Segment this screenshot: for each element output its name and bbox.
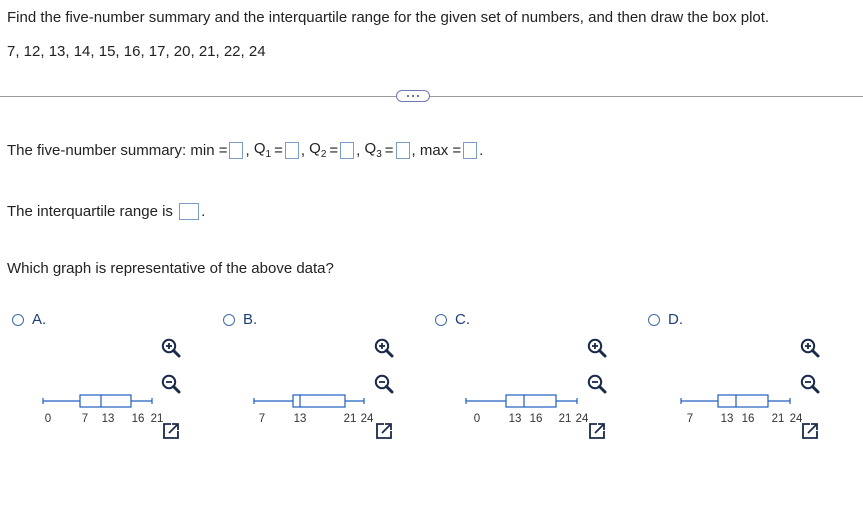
q3-equals: = bbox=[384, 141, 394, 159]
tick-d-21: 21 bbox=[771, 413, 785, 425]
q3-label: $Q_3$ bbox=[364, 140, 382, 160]
option-b-zoom-out-icon[interactable] bbox=[373, 373, 395, 395]
boxplots-area bbox=[0, 380, 863, 430]
five-number-label: The five-number summary: min = bbox=[7, 141, 228, 159]
option-c-popout-icon[interactable] bbox=[586, 420, 608, 442]
option-d-popout-icon[interactable] bbox=[799, 420, 821, 442]
more-options-button[interactable] bbox=[396, 90, 430, 102]
iqr-input[interactable] bbox=[179, 203, 199, 220]
iqr-label: The interquartile range is bbox=[7, 203, 173, 220]
q1-separator: , bbox=[245, 141, 250, 159]
five-number-end: . bbox=[479, 141, 484, 159]
tick-a-0: 0 bbox=[44, 413, 52, 425]
five-number-summary-row bbox=[7, 140, 483, 160]
boxplot-c bbox=[466, 395, 577, 407]
q2-input[interactable] bbox=[340, 142, 354, 159]
tick-d-13: 13 bbox=[720, 413, 734, 425]
option-d-zoom-out-icon[interactable] bbox=[799, 373, 821, 395]
tick-a-13: 13 bbox=[101, 413, 115, 425]
option-a[interactable] bbox=[12, 311, 46, 328]
q1-equals: = bbox=[274, 141, 283, 159]
tick-c-0: 0 bbox=[473, 413, 481, 425]
option-d-letter: D. bbox=[668, 311, 683, 328]
q2-label: $Q_2$ bbox=[309, 140, 327, 160]
q2-equals: = bbox=[329, 141, 339, 159]
which-graph-question: Which graph is representative of the above data? bbox=[7, 260, 334, 277]
option-c-radio[interactable] bbox=[435, 314, 447, 326]
tick-a-16: 16 bbox=[131, 413, 145, 425]
option-a-radio[interactable] bbox=[12, 314, 24, 326]
option-c[interactable] bbox=[435, 311, 470, 328]
max-label: max = bbox=[419, 141, 462, 159]
max-input[interactable] bbox=[463, 142, 477, 159]
option-b-radio[interactable] bbox=[223, 314, 235, 326]
tick-a-7: 7 bbox=[81, 413, 89, 425]
tick-b-13: 13 bbox=[293, 413, 307, 425]
boxplot-d-ticks bbox=[687, 413, 803, 425]
boxplot-d bbox=[681, 395, 790, 407]
boxplot-c-ticks bbox=[474, 413, 589, 425]
option-b-zoom-in-icon[interactable] bbox=[373, 337, 395, 359]
boxplot-a-box bbox=[80, 395, 131, 407]
boxplot-d-box bbox=[718, 395, 768, 407]
iqr-row bbox=[7, 203, 205, 220]
q1-label: $Q_1$ bbox=[253, 140, 272, 160]
tick-a-21: 21 bbox=[150, 413, 164, 425]
tick-c-13: 13 bbox=[508, 413, 522, 425]
min-input[interactable] bbox=[229, 142, 243, 159]
tick-b-21: 21 bbox=[343, 413, 357, 425]
boxplot-c-box bbox=[506, 395, 556, 407]
option-a-letter: A. bbox=[32, 311, 47, 328]
option-c-letter: C. bbox=[455, 311, 470, 328]
q2-separator: , bbox=[300, 141, 305, 159]
q1-input[interactable] bbox=[285, 142, 299, 159]
question-prompt: Find the five-number summary and the interquartile range for the given set of numbers, and then draw the box plot. bbox=[7, 9, 770, 26]
tick-b-24: 24 bbox=[360, 413, 374, 425]
tick-c-16: 16 bbox=[529, 413, 543, 425]
option-d-radio[interactable] bbox=[648, 314, 660, 326]
boxplot-b-ticks bbox=[259, 413, 374, 425]
option-b[interactable] bbox=[223, 311, 257, 328]
tick-c-21: 21 bbox=[558, 413, 572, 425]
divider bbox=[0, 96, 863, 97]
option-b-letter: B. bbox=[243, 311, 258, 328]
option-c-zoom-in-icon[interactable] bbox=[586, 337, 608, 359]
tick-b-7: 7 bbox=[258, 413, 266, 425]
option-a-zoom-in-icon[interactable] bbox=[160, 337, 182, 359]
boxplot-a-ticks bbox=[45, 413, 164, 425]
tick-d-16: 16 bbox=[741, 413, 755, 425]
tick-c-24: 24 bbox=[575, 413, 589, 425]
q3-input[interactable] bbox=[396, 142, 410, 159]
option-a-popout-icon[interactable] bbox=[160, 420, 182, 442]
option-c-zoom-out-icon[interactable] bbox=[586, 373, 608, 395]
q3-separator: , bbox=[356, 141, 361, 159]
option-a-zoom-out-icon[interactable] bbox=[160, 373, 182, 395]
boxplot-b bbox=[254, 395, 364, 407]
iqr-end: . bbox=[201, 203, 206, 220]
dataset: 7, 12, 13, 14, 15, 16, 17, 20, 21, 22, 24 bbox=[7, 43, 266, 60]
max-separator: , bbox=[411, 141, 416, 159]
option-d[interactable] bbox=[648, 311, 683, 328]
boxplot-a bbox=[43, 395, 152, 407]
option-d-zoom-in-icon[interactable] bbox=[799, 337, 821, 359]
boxplot-b-box bbox=[293, 395, 345, 407]
tick-d-24: 24 bbox=[789, 413, 803, 425]
tick-d-7: 7 bbox=[686, 413, 694, 425]
option-b-popout-icon[interactable] bbox=[373, 420, 395, 442]
